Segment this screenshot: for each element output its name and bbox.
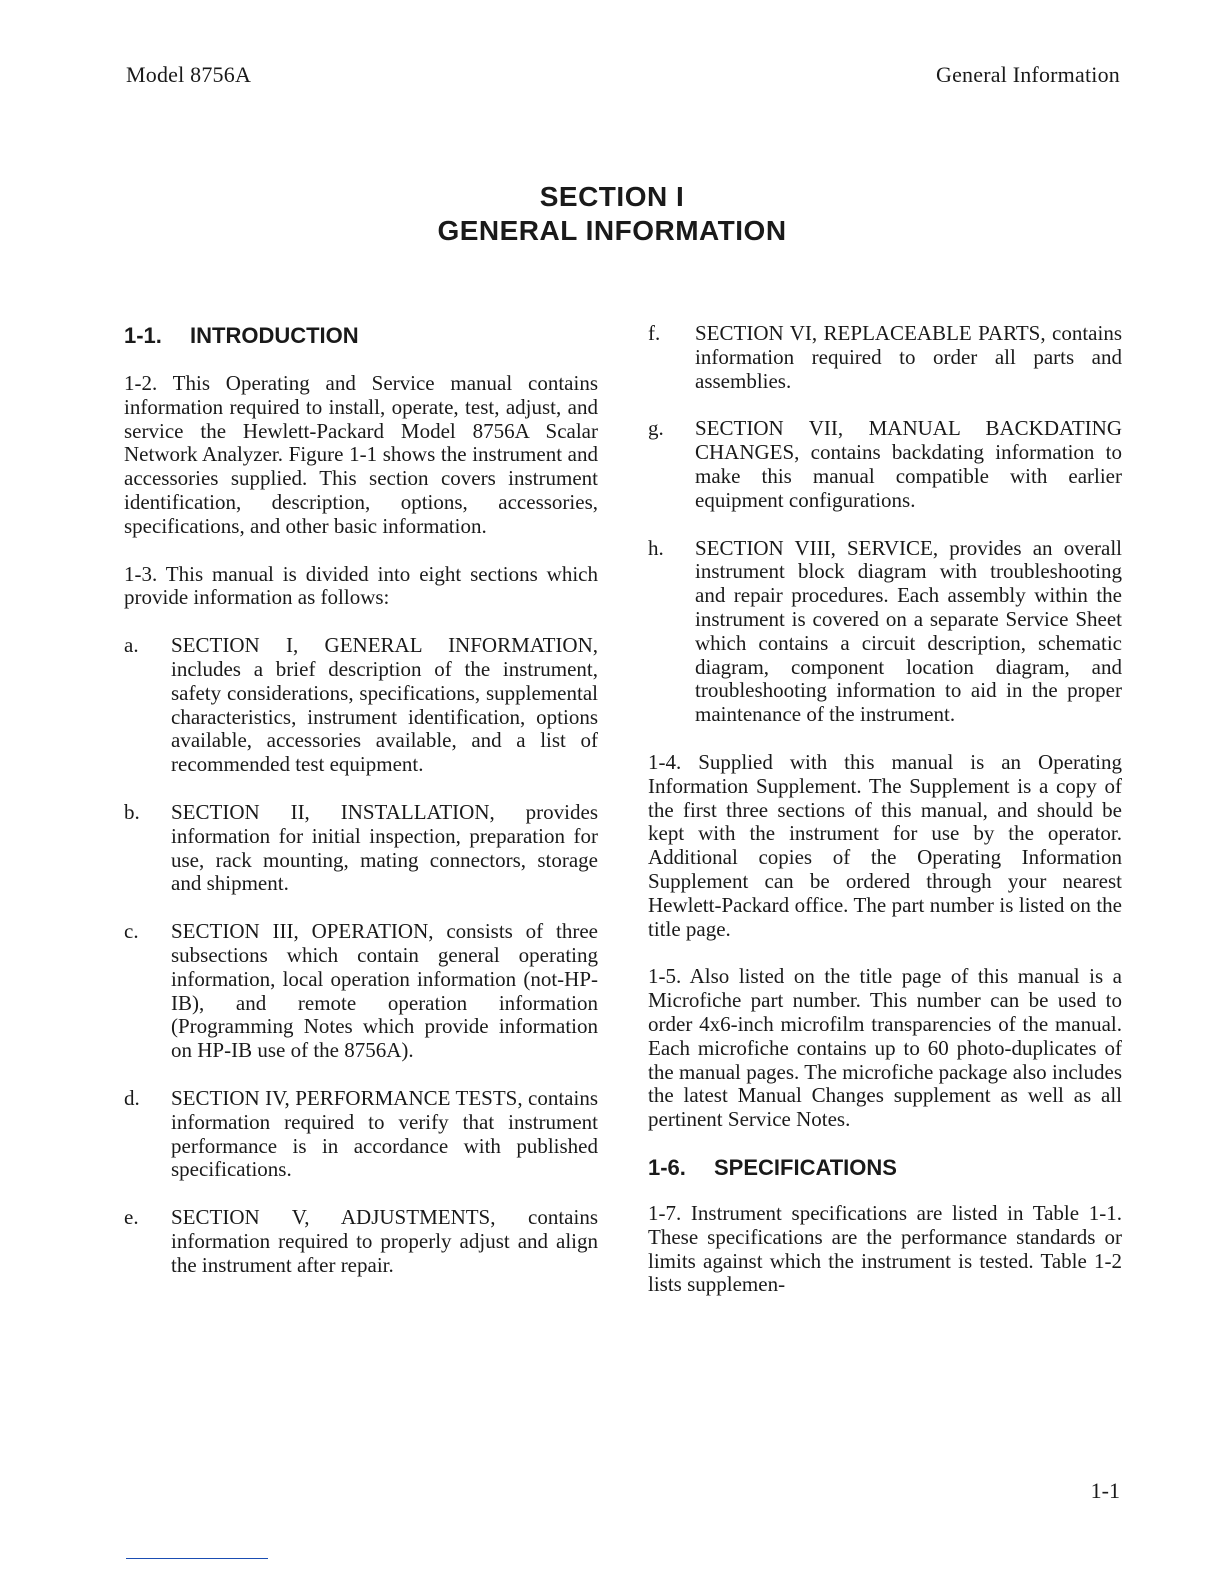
heading-specifications	[648, 1154, 1122, 1182]
list-item-e	[124, 1206, 598, 1277]
running-header-section: General Information	[935, 62, 1120, 87]
list-label: d.	[124, 1085, 140, 1110]
list-item-d	[124, 1087, 598, 1182]
paragraph-1-7: 1-7. Instrument specifications are listed in Table 1-1. These specifications are the performance standards or limits against which the instrument is tested. Table 1-2 lists supplemen-	[648, 1200, 1122, 1297]
list-item-c	[124, 920, 598, 1063]
left-column	[124, 322, 598, 1278]
right-column	[648, 322, 1122, 1297]
section-title	[0, 180, 1224, 248]
heading-introduction	[124, 322, 598, 350]
heading-number: 1-1.	[124, 323, 162, 348]
paragraph-1-4: 1-4. Supplied with this manual is an Operating Information Supplement. The Supplement is a copy of the first three sections of this manual, and should be kept with the instrument for use by the operator. Additional copies of the Operating Information Supplement can be ordered through your nearest Hewlett-Packard office. The part number is listed on the title page.	[648, 749, 1122, 941]
list-item-h	[648, 537, 1122, 727]
paragraph-1-2: 1-2. This Operating and Service manual contains information required to install, operate, test, adjust, and service the Hewlett-Packard Model 8756A Scalar Network Analyzer. Figure 1-1 shows the instrument and accessories supplied. This section covers instrument identification, description, options, accessories, specifications, and other basic information.	[124, 371, 598, 538]
list-item-f	[648, 322, 1122, 393]
list-label: g.	[648, 416, 664, 441]
paragraph-1-5: 1-5. Also listed on the title page of this manual is a Microfiche part number. This number can be used to order 4x6-inch microfilm transparencies of the manual. Each microfiche contains up to 60 photo-duplicates of the manual pages. The microfiche package also includes the latest Manual Changes supplement as well as all pertinent Service Notes.	[648, 964, 1122, 1132]
list-text: SECTION VI, REPLACEABLE PARTS, contains information required to order all parts and assemblies.	[695, 321, 1122, 393]
section-title-number: SECTION I	[539, 181, 685, 212]
list-label: a.	[124, 633, 139, 658]
list-text: SECTION VIII, SERVICE, provides an overall instrument block diagram with troubleshooting and repair procedures. Each assembly within the instrument is covered on a separate Service Sheet which contains a circuit description, schematic diagram, component location diagram, and troubleshooting information to aid in the proper maintenance of the instrument.	[695, 535, 1122, 727]
list-item-b	[124, 801, 598, 896]
footnote-rule	[126, 1558, 268, 1559]
list-text: SECTION VII, MANUAL BACKDATING CHANGES, contains backdating information to make this manual compatible with earlier equipment configurations.	[695, 416, 1122, 512]
heading-text: INTRODUCTION	[190, 323, 359, 348]
list-item-g	[648, 417, 1122, 512]
paragraph-1-3: 1-3. This manual is divided into eight sections which provide information as follows:	[124, 561, 598, 610]
list-text: SECTION I, GENERAL INFORMATION, includes a brief description of the instrument, safety considerations, specifications, supplemental characteristics, instrument identification, options available, accessories available, and a list of recommended test equipment.	[171, 633, 598, 777]
list-text: SECTION IV, PERFORMANCE TESTS, contains information required to verify that instrument performance is in accordance with published specifications.	[171, 1085, 598, 1182]
list-label: h.	[648, 535, 664, 560]
list-label: b.	[124, 799, 140, 824]
heading-text: SPECIFICATIONS	[714, 1154, 897, 1180]
list-label: e.	[124, 1205, 139, 1230]
list-text: SECTION III, OPERATION, consists of three subsections which contain general operating information, local operation information (not-HP-IB), and remote operation information (Programming Notes which provide information on HP-IB use of the 8756A).	[171, 919, 598, 1063]
list-text: SECTION V, ADJUSTMENTS, contains information required to properly adjust and align the instrument after repair.	[171, 1205, 598, 1277]
list-text: SECTION II, INSTALLATION, provides information for initial inspection, preparation for use, rack mounting, mating connectors, storage and shipment.	[171, 799, 598, 896]
heading-number: 1-6.	[648, 1154, 686, 1180]
page-number: 1-1	[1090, 1478, 1120, 1503]
section-title-name: GENERAL INFORMATION	[437, 215, 787, 246]
list-label: c.	[124, 919, 139, 944]
list-label: f.	[648, 321, 661, 345]
running-header-model: Model 8756A	[126, 62, 252, 87]
list-item-a	[124, 634, 598, 777]
